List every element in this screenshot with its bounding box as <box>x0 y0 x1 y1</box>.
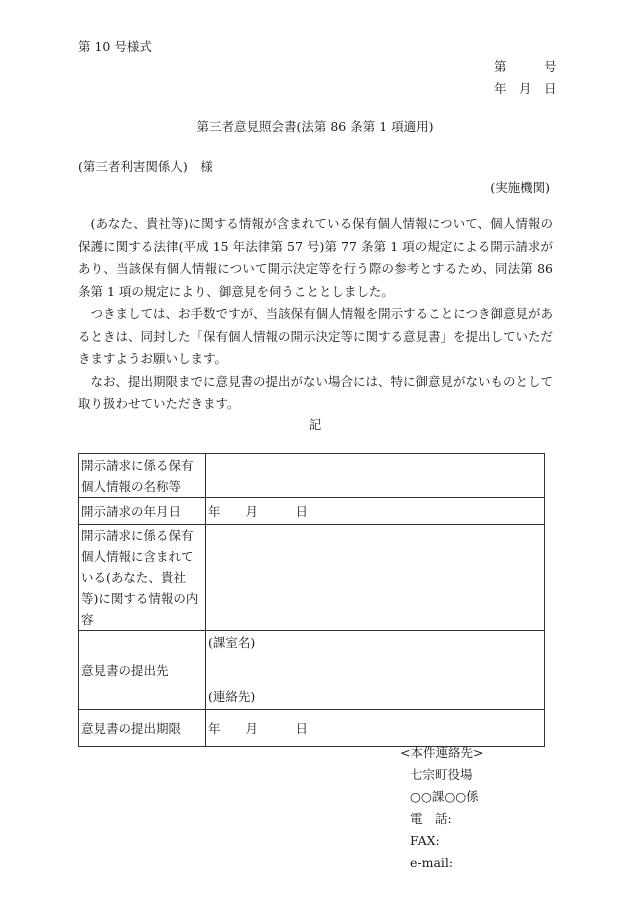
document-number: 第 号 <box>494 59 557 74</box>
table-row <box>79 710 545 747</box>
body-paragraph: (あなた、貴社等)に関する情報が含まれている保有個人情報について、個人情報の保護に関する法律(平成 15 年法律第 57 号)第 77 条第 1 項の規定による開示請求があり、当該保有個人情報について開示決定等を行う際の参考とするため、同法第 86 条第 1 項の規定により、御意見を伺うこととしました。 <box>78 216 553 299</box>
row-value: 年 月 日 <box>206 710 545 747</box>
table-row <box>79 498 545 525</box>
contact-office: 七宗町役場 <box>410 767 473 782</box>
details-table <box>78 453 545 747</box>
row-label: 意見書の提出先 <box>79 631 206 710</box>
contact-email: e-mail: <box>410 855 454 870</box>
contact-section: ○○課○○係 <box>410 789 479 804</box>
office-name-label: (課室名) <box>208 635 256 650</box>
row-label: 開示請求の年月日 <box>79 498 206 525</box>
table-row <box>79 631 545 710</box>
form-number: 第 10 号様式 <box>78 39 152 54</box>
body-text <box>78 213 553 416</box>
row-value: 年 月 日 <box>206 498 545 525</box>
document-date: 年 月 日 <box>494 81 557 96</box>
row-label: 開示請求に係る保有個人情報の名称等 <box>79 454 206 498</box>
row-label: 意見書の提出期限 <box>79 710 206 747</box>
row-label: 開示請求に係る保有個人情報に含まれている(あなた、貴社等)に関する情報の内容 <box>79 525 206 631</box>
contact-heading: <本件連絡先> <box>400 745 484 760</box>
ki-heading: 記 <box>308 417 322 432</box>
document-title: 第三者意見照会書(法第 86 条第 1 項適用) <box>196 119 434 134</box>
contact-block <box>400 742 483 874</box>
row-value <box>206 454 545 498</box>
issuing-organization: (実施機関) <box>490 180 550 195</box>
addressee: (第三者利害関係人) 様 <box>78 159 213 174</box>
contact-phone: 電 話: <box>410 811 452 826</box>
row-value <box>206 525 545 631</box>
body-paragraph: つきましては、お手数ですが、当該保有個人情報を開示することにつき御意見があるときは、同封した「保有個人情報の開示決定等に関する意見書」を提出していただきますようお願いします。 <box>78 306 554 366</box>
body-paragraph: なお、提出期限までに意見書の提出がない場合には、特に御意見がないものとして取り扱わせていただきます。 <box>78 373 554 411</box>
contact-label: (連絡先) <box>208 689 256 704</box>
row-value <box>206 631 545 710</box>
table-row <box>79 454 545 498</box>
contact-fax: FAX: <box>410 833 440 848</box>
table-row <box>79 525 545 631</box>
